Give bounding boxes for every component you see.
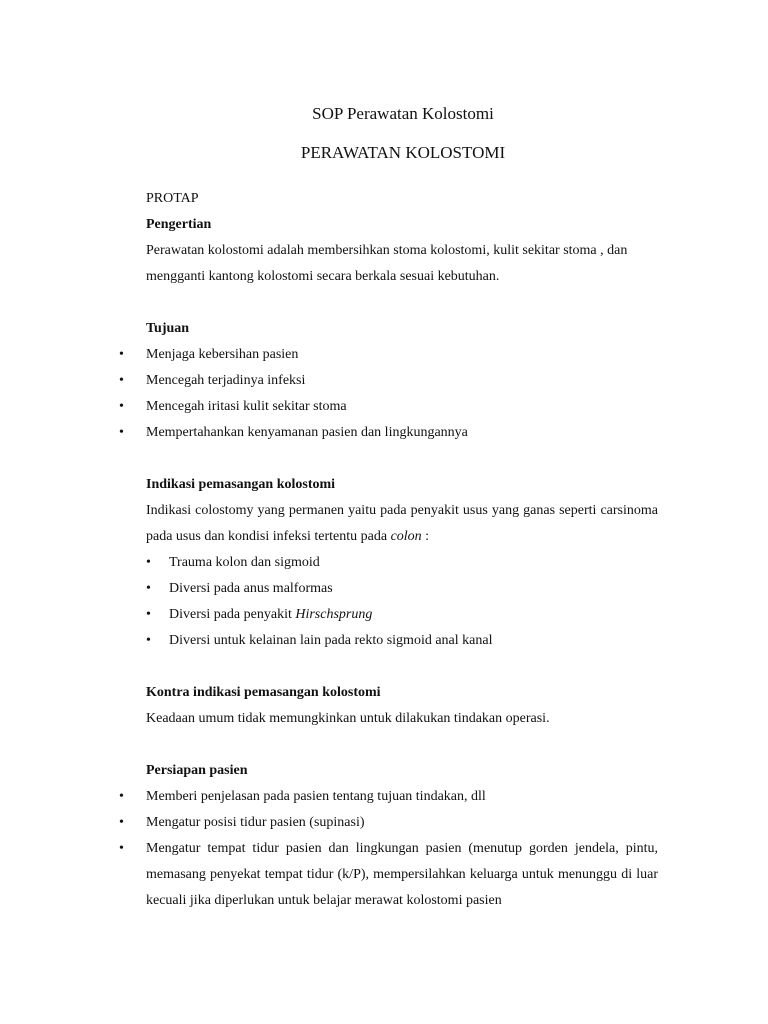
list-item: • Mempertahankan kenyamanan pasien dan lingkungannya — [146, 420, 658, 446]
kontra-heading: Kontra indikasi pemasangan kolostomi — [146, 685, 381, 700]
indikasi-list — [146, 550, 658, 654]
protap-label: PROTAP — [146, 191, 199, 206]
persiapan-list — [146, 784, 658, 914]
pengertian-heading: Pengertian — [146, 217, 212, 232]
indikasi-text: Indikasi colostomy yang permanen yaitu pada penyakit usus yang ganas seperti carsinoma pada usus dan kondisi infeksi tertentu pada colon : — [146, 503, 658, 544]
tujuan-list — [146, 342, 658, 446]
list-item: • Diversi untuk kelainan lain pada rekto sigmoid anal kanal — [169, 628, 658, 654]
list-item: • Mengatur posisi tidur pasien (supinasi) — [146, 810, 658, 836]
document-body — [146, 186, 658, 914]
list-item: • Mencegah iritasi kulit sekitar stoma — [146, 394, 658, 420]
list-item: • Menjaga kebersihan pasien — [146, 342, 658, 368]
list-item: • Diversi pada anus malformas — [169, 576, 658, 602]
indikasi-heading: Indikasi pemasangan kolostomi — [146, 477, 336, 492]
kontra-text: Keadaan umum tidak memungkinkan untuk dilakukan tindakan operasi. — [146, 711, 550, 726]
pengertian-text: Perawatan kolostomi adalah membersihkan stoma kolostomi, kulit sekitar stoma , dan mengganti kantong kolostomi secara berkala sesuai kebutuhan. — [146, 243, 628, 284]
tujuan-heading: Tujuan — [146, 321, 190, 336]
list-item: • Diversi pada penyakit Hirschsprung — [169, 602, 658, 628]
document-title: SOP Perawatan Kolostomi — [312, 104, 494, 123]
list-item: • Mengatur tempat tidur pasien dan lingkungan pasien (menutup gorden jendela, pintu, memasang penyekat tempat tidur (k/P), mempersilahkan keluarga untuk menunggu di luar kecuali jika diperlukan untuk belajar merawat kolostomi pasien — [146, 836, 658, 914]
list-item: • Mencegah terjadinya infeksi — [146, 368, 658, 394]
list-item: • Trauma kolon dan sigmoid — [169, 550, 658, 576]
document-subtitle: PERAWATAN KOLOSTOMI — [300, 143, 506, 162]
persiapan-heading: Persiapan pasien — [146, 763, 248, 778]
list-item: • Memberi penjelasan pada pasien tentang tujuan tindakan, dll — [146, 784, 658, 810]
